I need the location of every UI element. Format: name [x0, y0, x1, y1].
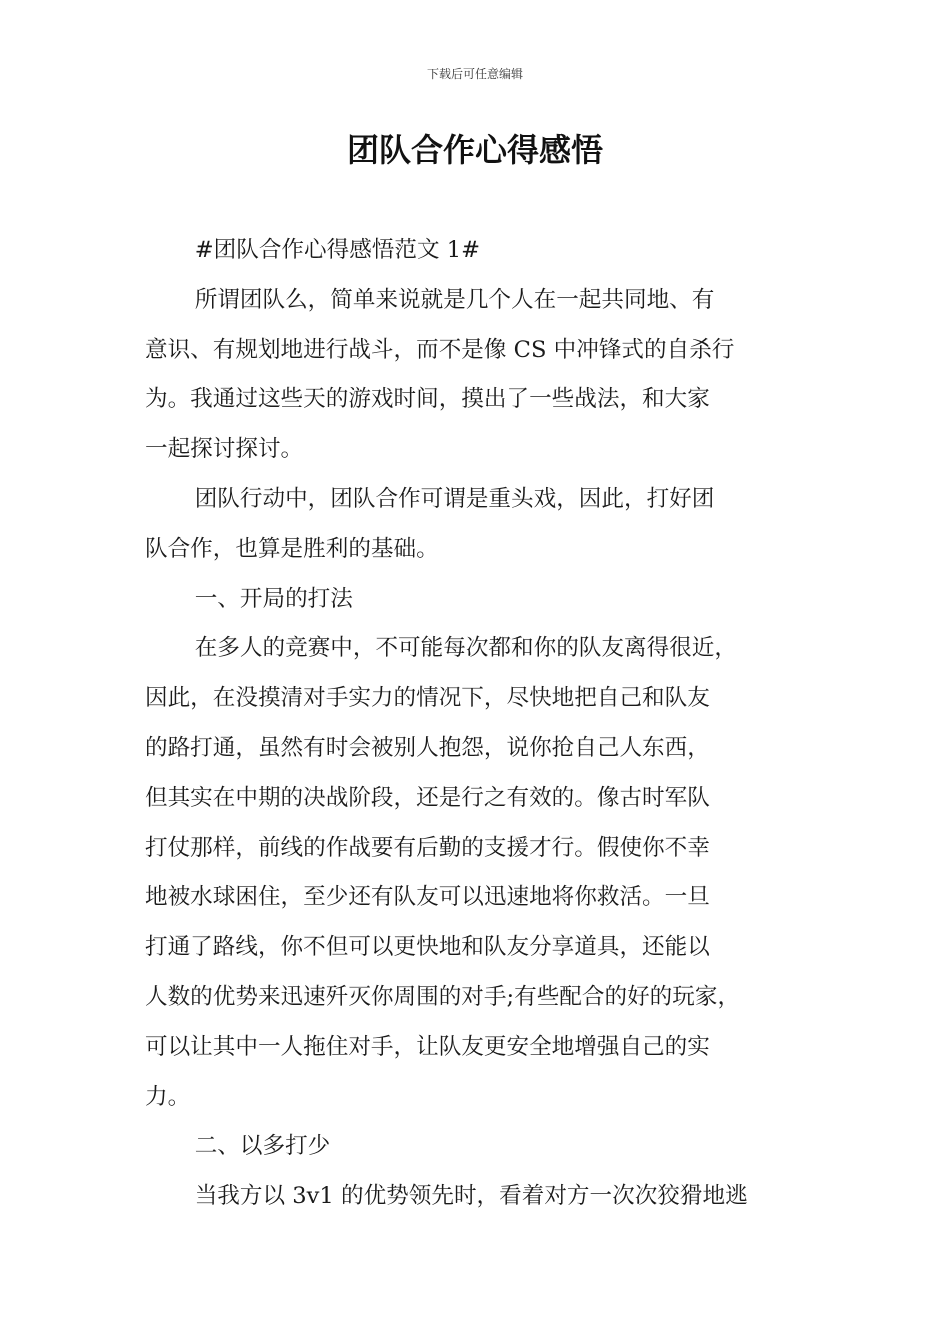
- paragraph-line: 的路打通，虽然有时会被别人抱怨，说你抢自己人东西，: [145, 734, 710, 761]
- section-heading-opening: [145, 575, 825, 625]
- paragraph-line: 所谓团队么，简单来说就是几个人在一起共同地、有: [194, 286, 715, 313]
- paragraph-line: 可以让其中一人拖住对手，让队友更安全地增强自己的实: [145, 1033, 710, 1060]
- paragraph-teamwork: [145, 475, 825, 575]
- paragraph-line: 在多人的竞赛中，不可能每次都和你的队友离得很近，: [194, 635, 737, 662]
- document-body: [145, 226, 825, 1222]
- section-heading-example-1: [145, 226, 825, 276]
- paragraph-line: 队合作，也算是胜利的基础。: [145, 535, 439, 562]
- paragraph-line: 力。: [145, 1083, 191, 1110]
- paragraph-line: 人数的优势来迅速歼灭你周围的对手;有些配合的好的玩家，: [145, 983, 741, 1010]
- paragraph-line: 但其实在中期的决战阶段，还是行之有效的。像古时军队: [145, 784, 710, 811]
- paragraph-outnumber: [145, 1172, 825, 1222]
- paragraph-line: #团队合作心得感悟范文 1#: [194, 237, 481, 263]
- paragraph-line: 意识、有规划地进行战斗，而不是像 CS 中冲锋式的自杀行: [145, 336, 735, 363]
- paragraph-line: 因此，在没摸清对手实力的情况下，尽快地把自己和队友: [145, 685, 710, 712]
- paragraph-opening: [145, 624, 825, 1122]
- paragraph-line: 一、开局的打法: [194, 585, 353, 612]
- paragraph-line: 为。我通过这些天的游戏时间，摸出了一些战法，和大家: [145, 386, 710, 413]
- paragraph-line: 打通了路线，你不但可以更快地和队友分享道具，还能以: [145, 934, 710, 961]
- paragraph-line: 一起探讨探讨。: [145, 436, 304, 463]
- paragraph-intro: [145, 276, 825, 475]
- section-heading-outnumber: [145, 1122, 825, 1172]
- header-note: 下载后可任意编辑: [426, 67, 523, 81]
- paragraph-line: 团队行动中，团队合作可谓是重头戏，因此，打好团: [194, 485, 715, 512]
- paragraph-line: 地被水球困住，至少还有队友可以迅速地将你救活。一旦: [145, 884, 710, 911]
- document-title: 团队合作心得感悟: [346, 131, 603, 169]
- paragraph-line: 打仗那样，前线的作战要有后勤的支援才行。假使你不幸: [145, 834, 710, 861]
- paragraph-line: 当我方以 3v1 的优势领先时，看着对方一次次狡猾地逃: [194, 1183, 748, 1210]
- paragraph-line: 二、以多打少: [194, 1133, 331, 1160]
